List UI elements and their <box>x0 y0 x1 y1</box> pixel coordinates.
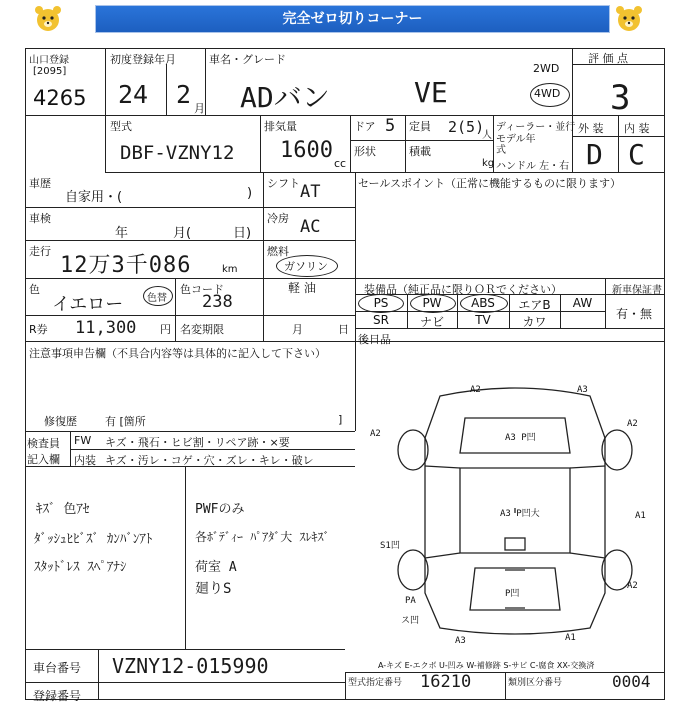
equipment-navi: ナビ <box>419 315 444 329</box>
first-registration-label: 初度登録年月 <box>110 53 176 66</box>
car-damage-diagram <box>365 378 665 646</box>
fuel-gasoline: ガソリン <box>284 260 328 273</box>
doors: 5 <box>385 116 396 136</box>
load-label: 積載 <box>409 145 431 158</box>
diagram-mark-a1-right: A1 <box>635 511 646 521</box>
category-number: 0004 <box>612 672 651 691</box>
equipment-pw-circle <box>410 294 456 313</box>
model-year-label: モデル年式 <box>496 134 536 156</box>
diagram-mark-hood: A3 P凹 <box>505 433 536 443</box>
km-unit: km <box>222 264 238 275</box>
handle-label: ハンドル 左・右 <box>496 161 570 172</box>
displacement: 1600 <box>280 138 333 163</box>
repair-label: 修復歴 <box>44 415 77 428</box>
doors-label: ドア <box>354 120 376 133</box>
car-name-label: 車名・グレード <box>209 53 286 66</box>
ac-value: AC <box>300 217 321 237</box>
lot-sub-number: [2095] <box>33 66 67 77</box>
equipment-leather: カワ <box>522 315 547 329</box>
category-label: 類別区分番号 <box>508 678 563 688</box>
equipment-airbag: エアB <box>518 298 551 312</box>
new-manual-value: 有・無 <box>616 307 653 321</box>
eval-score: 3 <box>610 78 631 118</box>
equipment-abs: ABS <box>471 296 495 310</box>
car-name: ADバン <box>240 81 330 114</box>
interior-label: 内 装 <box>624 122 650 135</box>
later-items-label: 後日品 <box>358 333 391 346</box>
recycle-label: R券 <box>29 323 48 336</box>
capacity: 2(5) <box>448 118 485 136</box>
fw-items: キズ・飛石・ヒビ割・リペア跡・×要 <box>105 436 290 449</box>
inspector-label: 検査員 <box>27 437 60 450</box>
fuel-light-oil: 軽 油 <box>288 281 316 295</box>
month-unit: 月 <box>194 102 205 115</box>
remark-right-2: 各ﾎﾞﾃﾞｨｰ ﾊﾟｱﾀﾞ大 ｽﾚｷｽﾞ <box>195 530 330 544</box>
damage-legend: A-キズ E-エクボ U-凹み W-補修跡 S-サビ C-腐食 XX-交換済 <box>378 661 595 670</box>
diagram-mark-rear: P凹 <box>505 589 520 599</box>
color-label: 色 <box>29 283 40 296</box>
inspection-label: 車検 <box>29 212 51 225</box>
interior-items: キズ・汚レ・コゲ・穴・ズレ・キレ・破レ <box>105 454 314 467</box>
diagram-mark-s1: S1凹 <box>380 541 400 551</box>
model-label: 型式 <box>110 120 132 133</box>
shape-label: 形状 <box>354 145 376 158</box>
diagram-mark-a2-right: A2 <box>627 419 638 429</box>
repair-value: 有 [箇所 <box>105 415 146 428</box>
fuel-label: 燃料 <box>267 245 289 258</box>
lot-number: 4265 <box>33 86 87 110</box>
prefecture-label: 山口登録 <box>29 55 69 66</box>
capacity-unit: 人 <box>482 130 492 141</box>
equipment-label: 装備品（純正品に限りＯＲでください） <box>364 283 562 296</box>
interior-check-label: 内装 <box>74 454 96 467</box>
exterior-grade: D <box>586 138 603 171</box>
model-code: DBF-VZNY12 <box>120 142 235 164</box>
dealer-label: ディーラー・並行 <box>496 122 576 133</box>
exterior-label: 外 装 <box>578 122 604 135</box>
remark-right-3: 荷室 A <box>195 560 237 575</box>
equipment-pw: PW <box>422 296 442 310</box>
history-label: 車歴 <box>29 177 51 190</box>
vin-value: VZNY12-015990 <box>112 654 269 678</box>
history-value: 自家用・( <box>65 190 123 205</box>
equipment-aw: AW <box>572 296 593 310</box>
shift-label: シフト <box>267 177 300 190</box>
color-code-label: 色コード <box>180 283 224 296</box>
registration-number-label: 登録番号 <box>33 689 82 703</box>
name-change-label: 名変期限 <box>180 323 224 336</box>
color-change: 色替 <box>147 293 167 304</box>
remark-right-1: PWFのみ <box>195 502 245 517</box>
drive-2wd: 2WD <box>533 62 560 75</box>
fw-label: FW <box>74 434 92 447</box>
mascot-right-icon <box>613 3 645 35</box>
remark-right-4: 廻りS <box>195 581 232 597</box>
shift-value: AT <box>300 182 321 202</box>
yen-unit: 円 <box>160 323 171 336</box>
selling-point-label: セールスポイント（正常に機能するものに限ります） <box>358 177 622 190</box>
type-designation-label: 型式指定番号 <box>348 678 403 688</box>
registration-year: 24 <box>118 80 149 109</box>
vin-label: 車台番号 <box>33 661 82 675</box>
mileage-label: 走行 <box>29 245 51 258</box>
diagram-mark-a2-rear-right: A2 <box>627 581 638 591</box>
diagram-mark-pa: PA <box>405 596 416 606</box>
eval-label: 評 価 点 <box>588 52 628 65</box>
remark-left-1: ｷｽﾞ 色ｱｾ <box>36 502 90 517</box>
inspection-year: 年 <box>115 226 129 241</box>
registration-month: 2 <box>176 80 192 109</box>
car-grade: VE <box>414 76 448 109</box>
drive-4wd: 4WD <box>534 87 561 100</box>
name-change-day: 日 <box>338 323 349 336</box>
diagram-mark-a2-left: A2 <box>370 429 381 439</box>
remark-left-3: ｽﾀｯﾄﾞﾚｽ ｽﾍﾟｱﾅｼ <box>34 560 127 575</box>
equipment-abs-circle <box>460 294 508 313</box>
color-value: イエロー <box>52 294 124 315</box>
diagram-mark-a3-top: A3 <box>577 385 588 395</box>
equipment-ps: PS <box>373 296 389 310</box>
diagram-mark-a1-bottom: A1 <box>565 633 576 643</box>
interior-grade: C <box>628 138 645 171</box>
ac-label: 冷房 <box>267 212 289 225</box>
type-designation: 16210 <box>420 672 472 692</box>
entry-label: 記入欄 <box>27 453 60 466</box>
diagram-mark-bumper: ス凹 <box>401 616 420 626</box>
displacement-label: 排気量 <box>264 120 297 133</box>
new-manual-label: 新車保証書 <box>612 285 662 296</box>
color-code: 238 <box>202 292 233 312</box>
capacity-label: 定員 <box>409 120 431 133</box>
diagram-mark-a2-top: A2 <box>470 385 481 395</box>
banner-title: 完全ゼロ切りコーナー <box>95 5 610 33</box>
repair-close: ] <box>338 413 343 426</box>
equipment-tv: TV <box>475 313 491 327</box>
diagram-mark-a3-bottom: A3 <box>455 636 466 646</box>
remark-left-2: ﾀﾞｯｼｭﾋﾋﾞｽﾞ ｶﾝﾊﾞﾝｱﾄ <box>34 532 153 547</box>
cc-unit: cc <box>334 157 347 170</box>
history-close: ) <box>247 186 253 201</box>
equipment-ps-circle <box>358 294 404 313</box>
notes-label: 注意事項申告欄（不具合内容等は具体的に記入して下さい） <box>29 347 326 360</box>
inspection-day: 日) <box>233 226 252 241</box>
kg-unit: kg <box>482 158 495 169</box>
recycle-value: 11,300 <box>75 318 137 338</box>
diagram-mark-roof: A3 P凹大 <box>500 509 540 519</box>
mascot-left-icon <box>32 3 64 35</box>
equipment-sr: SR <box>373 313 389 327</box>
inspection-month: 月( <box>173 226 192 241</box>
name-change-month: 月 <box>292 323 303 336</box>
mileage: 12万3千086 <box>60 253 192 278</box>
